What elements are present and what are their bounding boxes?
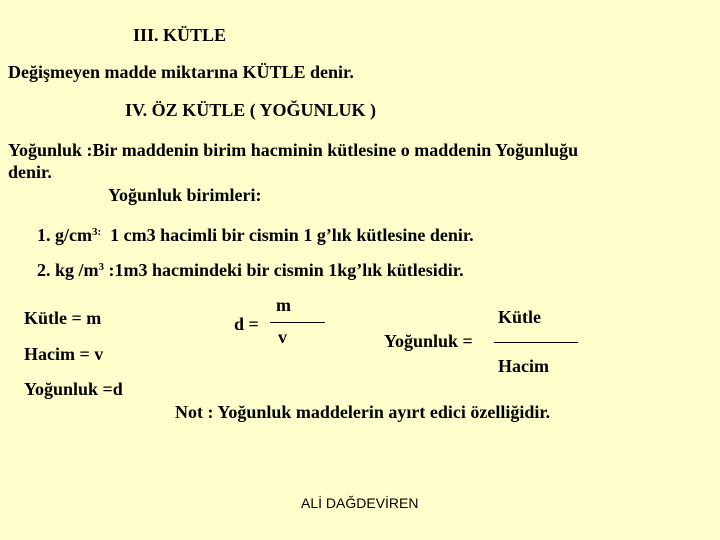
unit-description: 1m3 hacmindeki bir cismin 1kg’lık kütlesidir. [114,260,464,280]
volume-symbol: Hacim = v [24,344,104,364]
kutle-section-title: III. KÜTLE [133,25,227,45]
yogunluk-formula-lhs: Yoğunluk = [384,331,473,351]
density-formula-lhs: d = [234,314,259,334]
mass-symbol: Kütle = m [24,308,102,328]
density-formula-numerator: m [276,295,291,315]
yogunluk-definition-line2: denir. [8,162,52,182]
units-title: Yoğunluk birimleri: [108,185,262,205]
unit-exponent: 3 [91,226,98,238]
unit-description: 1 cm3 hacimli bir cismin 1 g’lık kütlesine denir. [110,225,474,245]
unit-prefix: 2. kg /m [37,260,99,280]
unit-exponent: 3 [98,261,105,273]
density-formula-denominator: v [278,327,287,347]
unit-item-1 [37,226,474,244]
yogunluk-formula-denominator: Hacim [498,356,549,376]
unit-prefix: 1. g/cm [37,225,92,245]
yogunluk-formula-fraction-line [494,342,578,343]
unit-separator: : [108,260,115,280]
unit-separator: : [97,226,102,238]
note-text: Not : Yoğunluk maddelerin ayırt edici özelliğidir. [175,402,551,422]
ozkutle-section-title: IV. ÖZ KÜTLE ( YOĞUNLUK ) [125,100,377,120]
yogunluk-formula-numerator: Kütle [498,307,541,327]
unit-item-2 [37,261,464,279]
yogunluk-definition-line1: Yoğunluk :Bir maddenin birim hacminin kütlesine o maddenin Yoğunluğu [8,140,579,160]
density-symbol: Yoğunluk =d [24,379,123,399]
author-name: ALİ DAĞDEVİREN [301,495,419,511]
kutle-definition: Değişmeyen madde miktarına KÜTLE denir. [8,62,354,82]
density-formula-fraction-line [270,322,325,323]
